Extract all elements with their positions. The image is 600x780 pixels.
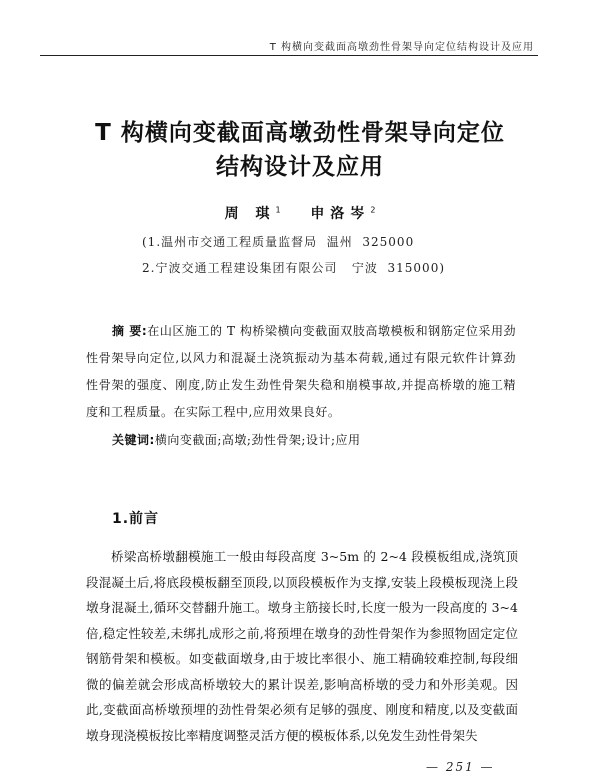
title-line-2: 结构设计及应用 bbox=[216, 154, 384, 180]
title-line-1: T 构横向变截面高墩劲性骨架导向定位 bbox=[95, 120, 505, 146]
author-list bbox=[0, 203, 600, 223]
author-name: 申洛岑 bbox=[310, 206, 371, 222]
author-name: 周 琪 bbox=[224, 206, 276, 222]
body-paragraph: 桥梁高桥墩翻模施工一般由每段高度 3~5m 的 2~4 段模板组成,浇筑顶段混凝土后,将底段模板翻至顶段,以顶段模板作为支撑,安装上段模板现浇上段墩身混凝土,循环交替翻升施工。墩身主筋接长时,长度一般为一段高度的 3~4 倍,稳定性较差,未绑扎成形之前,将预埋在墩身的劲性骨架作为参照物固定定位钢筋骨架和模板。如变截面墩身,由于坡比率很小、施工精确较难控制,每段细微的偏差就会形成高桥墩较大的累计误差,影响高桥墩的受力和外形美观。因此,变截面高桥墩预埋的劲性骨架必须有足够的强度、刚度和精度,以及变截面墩身现浇模板按比率精度调整灵活方便的模板体系,以免发生劲性骨架失 bbox=[86, 549, 518, 743]
running-header: T 构横向变截面高墩劲性骨架导向定位结构设计及应用 bbox=[269, 42, 534, 53]
abstract-text: 在山区施工的 T 构桥梁横向变截面双肢高墩模板和钢筋定位采用劲性骨架导向定位,以风力和混凝土浇筑振动为基本荷载,通过有限元软件计算劲性骨架的强度、刚度,防止发生劲性骨架失稳和崩模事故,并提高桥墩的施工精度和工程质量。在实际工程中,应用效果良好。 bbox=[86, 324, 516, 419]
affiliation-line-2: 2.宁波交通工程建设集团有限公司 宁波 315000) bbox=[142, 261, 446, 275]
author-affiliation-mark: 1 bbox=[275, 205, 281, 215]
keywords bbox=[112, 431, 516, 448]
keywords-text: 横向变截面;高墩;劲性骨架;设计;应用 bbox=[154, 433, 361, 447]
paper-title bbox=[0, 116, 600, 184]
author-affiliation-mark: 2 bbox=[370, 205, 376, 215]
section-heading: 1.前言 bbox=[112, 511, 160, 527]
header-rule bbox=[40, 55, 538, 56]
keywords-label: 关键词: bbox=[112, 433, 155, 447]
abstract bbox=[86, 318, 516, 426]
page-number: — 251 — bbox=[426, 760, 495, 774]
affiliation-line-1: (1.温州市交通工程质量监督局 温州 325000 bbox=[142, 235, 415, 249]
abstract-label: 摘 要: bbox=[112, 324, 148, 338]
